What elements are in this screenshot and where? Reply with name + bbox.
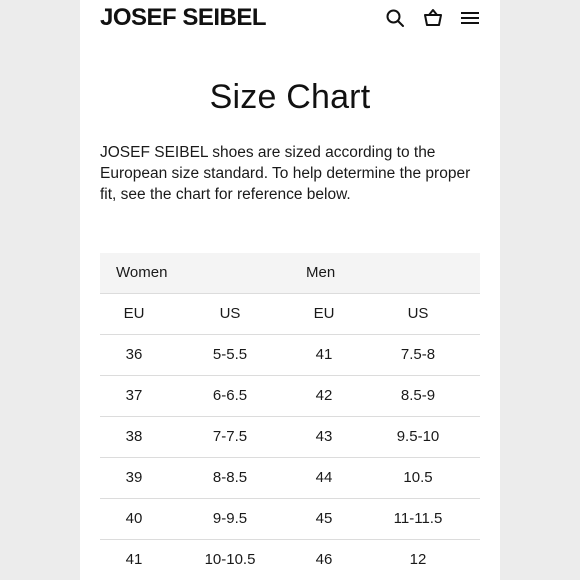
table-cell: 11-11.5 [393,510,443,527]
column-header: US [407,305,429,322]
table-row [100,376,480,417]
intro-text: JOSEF SEIBEL shoes are sized according to the European size standard. To help determine the proper fit, see the chart for reference below. [100,144,471,203]
table-cell: 36 [125,346,143,363]
table-row [100,417,480,458]
table-cell: 37 [125,387,143,404]
site-header [80,0,500,40]
table-cell: 38 [125,428,143,445]
table-cell: 41 [125,551,143,568]
column-header: EU [313,305,335,322]
table-cell: 10-10.5 [204,551,256,568]
table-cell: 42 [315,387,333,404]
table-cell: 5-5.5 [212,346,248,363]
basket-icon[interactable] [423,8,443,28]
group-women: Women [116,264,168,281]
table-cell: 41 [315,346,333,363]
table-cell: 7.5-8 [400,346,436,363]
table-cell: 6-6.5 [212,387,248,404]
page-title: Size Chart [209,78,371,116]
table-cell: 45 [315,510,333,527]
table-cell: 9.5-10 [396,428,440,445]
table-cell: 46 [315,551,333,568]
table-cell: 44 [315,469,333,486]
size-table [100,253,480,580]
table-cell: 40 [125,510,143,527]
column-header: US [219,305,241,322]
table-cell: 10.5 [403,469,433,486]
table-cell: 43 [315,428,333,445]
column-header: EU [123,305,145,322]
table-cell: 39 [125,469,143,486]
table-row [100,499,480,540]
search-icon[interactable] [385,8,405,28]
table-cell: 9-9.5 [212,510,248,527]
table-group-header [100,253,480,294]
table-cell: 12 [409,551,427,568]
brand-logo[interactable]: JOSEF SEIBEL [100,4,267,31]
table-row [100,335,480,376]
table-column-header [100,294,480,335]
table-cell: 7-7.5 [212,428,248,445]
page-container [80,0,500,580]
table-cell: 8-8.5 [212,469,248,486]
menu-icon[interactable] [460,8,480,28]
table-cell: 8.5-9 [400,387,436,404]
group-men: Men [306,264,336,281]
table-row [100,458,480,499]
table-row [100,540,480,580]
